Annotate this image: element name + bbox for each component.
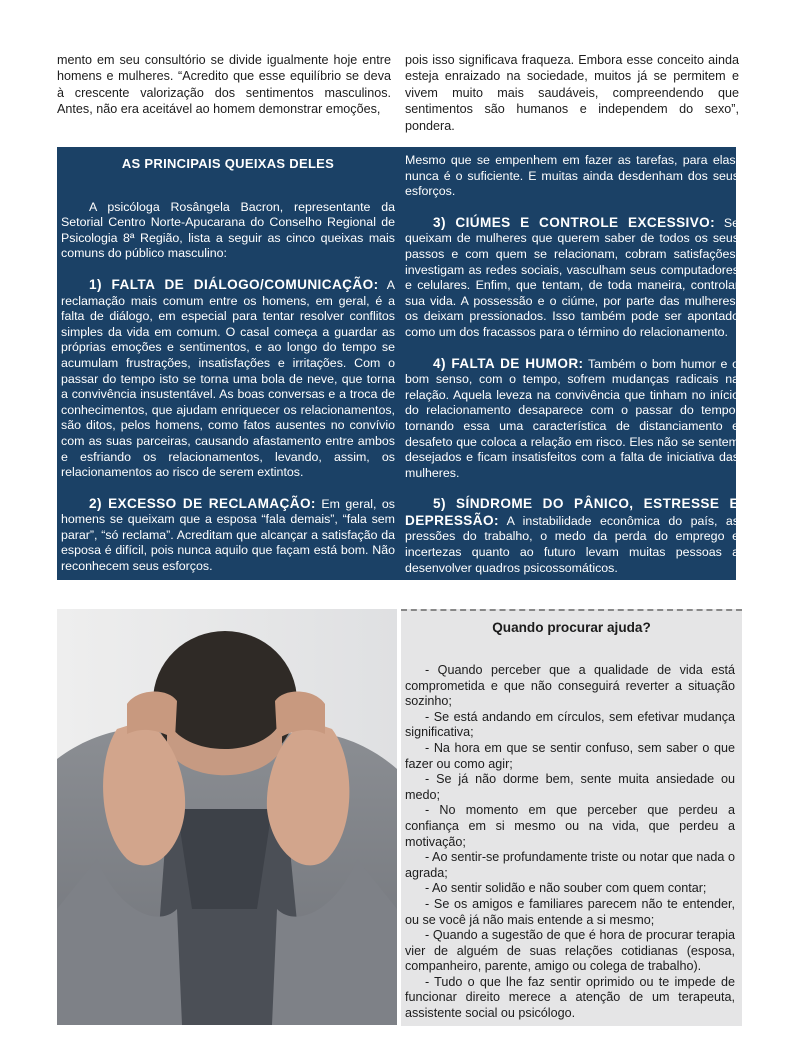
complaint-item-1 — [61, 277, 395, 481]
complaint-item-5 — [405, 496, 739, 576]
help-list-item: - Tudo o que lhe faz sentir oprimido ou te impede de funcionar direito merece a atenção de um terapeuta, assistente social ou psicólogo. — [405, 974, 735, 1021]
help-list-item: - Ao sentir-se profundamente triste ou notar que nada o agrada; — [405, 850, 735, 880]
complaint-title-4: 4) FALTA DE HUMOR: — [433, 355, 584, 371]
help-list-item: - Quando a sugestão de que é hora de procurar terapia vier de alguém de suas relações cotidianas (esposa, companheiro, parente, amigo ou colega de trabalho). — [405, 928, 735, 974]
complaints-column-right — [405, 147, 739, 576]
help-list-item: - Ao sentir solidão e não souber com quem contar; — [425, 881, 707, 896]
help-box — [401, 609, 742, 1026]
help-list-item: - Se está andando em círculos, sem efetivar mudança significativa; — [405, 709, 735, 740]
complaint-item-2 — [61, 496, 395, 575]
complaint-item-4 — [405, 356, 739, 482]
help-list — [405, 663, 735, 1022]
complaints-column-left — [61, 147, 395, 575]
complaints-intro: A psicóloga Rosângela Bacron, representante da Setorial Centro Norte-Apucarana do Conselho Regional de Psicologia 8ª Região, lista a seguir as cinco queixas mais comuns do público masculino: — [61, 199, 395, 261]
photo-stressed-man — [57, 609, 397, 1025]
help-list-item: - Quando perceber que a qualidade de vida está comprometida e que não conseguirá reverter a situação sozinho; — [405, 663, 735, 709]
help-title: Quando procurar ajuda? — [492, 620, 651, 635]
help-list-item: - No momento em que perceber que perdeu a confiança em si mesmo ou na vida, que perdeu a motivação; — [405, 803, 735, 849]
complaint-title-1: 1) FALTA DE DIÁLOGO/COMUNICAÇÃO: — [89, 276, 379, 292]
help-list-item: - Se já não dorme bem, sente muita ansiedade ou medo; — [405, 772, 735, 802]
complaint-title-3: 3) CIÚMES E CONTROLE EXCESSIVO: — [433, 214, 716, 230]
photo-illustration — [57, 609, 397, 1025]
intro-text-right: pois isso significava fraqueza. Embora esse conceito ainda esteja enraizado na sociedade, muitos já se permitem e vivem muito mais saudáveis, compreendendo que sentimentos são humanos e independem do sexo”, pondera. — [405, 53, 739, 133]
complaints-box — [57, 147, 739, 580]
complaint-title-2: 2) EXCESSO DE RECLAMAÇÃO: — [89, 495, 316, 511]
complaint-text-5: A instabilidade econômica do país, as pressões do trabalho, o medo da perda do emprego e incertezas quanto ao futuro levam muitas pessoas a desenvolver quadros psicossomáticos. — [405, 513, 739, 575]
complaint-item-3 — [405, 215, 739, 341]
help-list-item: - Se os amigos e familiares parecem não te entender, ou se você já não mais entende a si mesmo; — [405, 896, 735, 927]
complaint-text-2: Em geral, os homens se queixam que a esposa “fala demais”, “fala sem parar”, “só reclama”. Acreditam que alcançar a satisfação da esposa é difícil, pois nunca aquilo que façam está bom. Não reconhecem seus esforços. — [61, 496, 395, 574]
complaints-box-title: AS PRINCIPAIS QUEIXAS DELES — [121, 156, 335, 171]
complaint-text-1: A reclamação mais comum entre os homens, em geral, é a falta de diálogo, em especial para tentar resolver conflitos simples da vida em comum. O casal começa a guardar as próprias emoções e sentimentos, e ao longo do tempo se acumulam frustrações, insatisfações e irritações. Com o passar do tempo isto se torna uma bola de neve, que torna a convivência insustentável. As boas conversas e a troca de conhecimentos, que ajudam enriquecer os relacionamentos, são ditos, pelos homens, como fatos ausentes no convívio com as suas parceiras, causando afastamento entre ambos e esfriando os relacionamentos, levando, assim, os relacionamentos ao risco de serem extintos. — [61, 277, 395, 480]
help-list-item: - Na hora em que se sentir confuso, sem saber o que fazer ou como agir; — [405, 740, 735, 771]
complaint-text-3: Se queixam de mulheres que querem saber de todos os seus passos e com quem se relacionam, cobram satisfações, investigam as redes sociais, vasculham seus computadores e celulares. Enfim, que tentam, de toda maneira, controlar sua vida. A possessão e o ciúme, por parte das mulheres, os deixam pressionados. Isso também pode ser apontado como um dos fracassos para o término do relacionamento. — [405, 215, 739, 339]
complaint-title-5: 5) SÍNDROME DO PÂNICO, ESTRESSE E DEPRESSÃO: — [405, 496, 739, 528]
complaint-text-4: Também o bom humor e o bom senso, com o tempo, sofrem mudanças radicais na relação. Aquela leveza na convivência que tinham no início do relacionamento desaparece com o passar do tempo, tornando essa uma característica de distanciamento e desafeto que coloca a relação em risco. Eles não se sentem desejados e ficam insatisfeitos com a falta de iniciativa das mulheres. — [405, 356, 739, 480]
complaint-continuation: Mesmo que se empenhem em fazer as tarefas, para elas, nunca é o suficiente. E muitas ainda desdenham dos seus esforços. — [405, 153, 739, 199]
intro-text-left: mento em seu consultório se divide igualmente hoje entre homens e mulheres. “Acredito que esse equilíbrio se deva à crescente valorização dos sentimentos masculinos. Antes, não era aceitável ao homem demonstrar emoções, — [57, 53, 391, 117]
